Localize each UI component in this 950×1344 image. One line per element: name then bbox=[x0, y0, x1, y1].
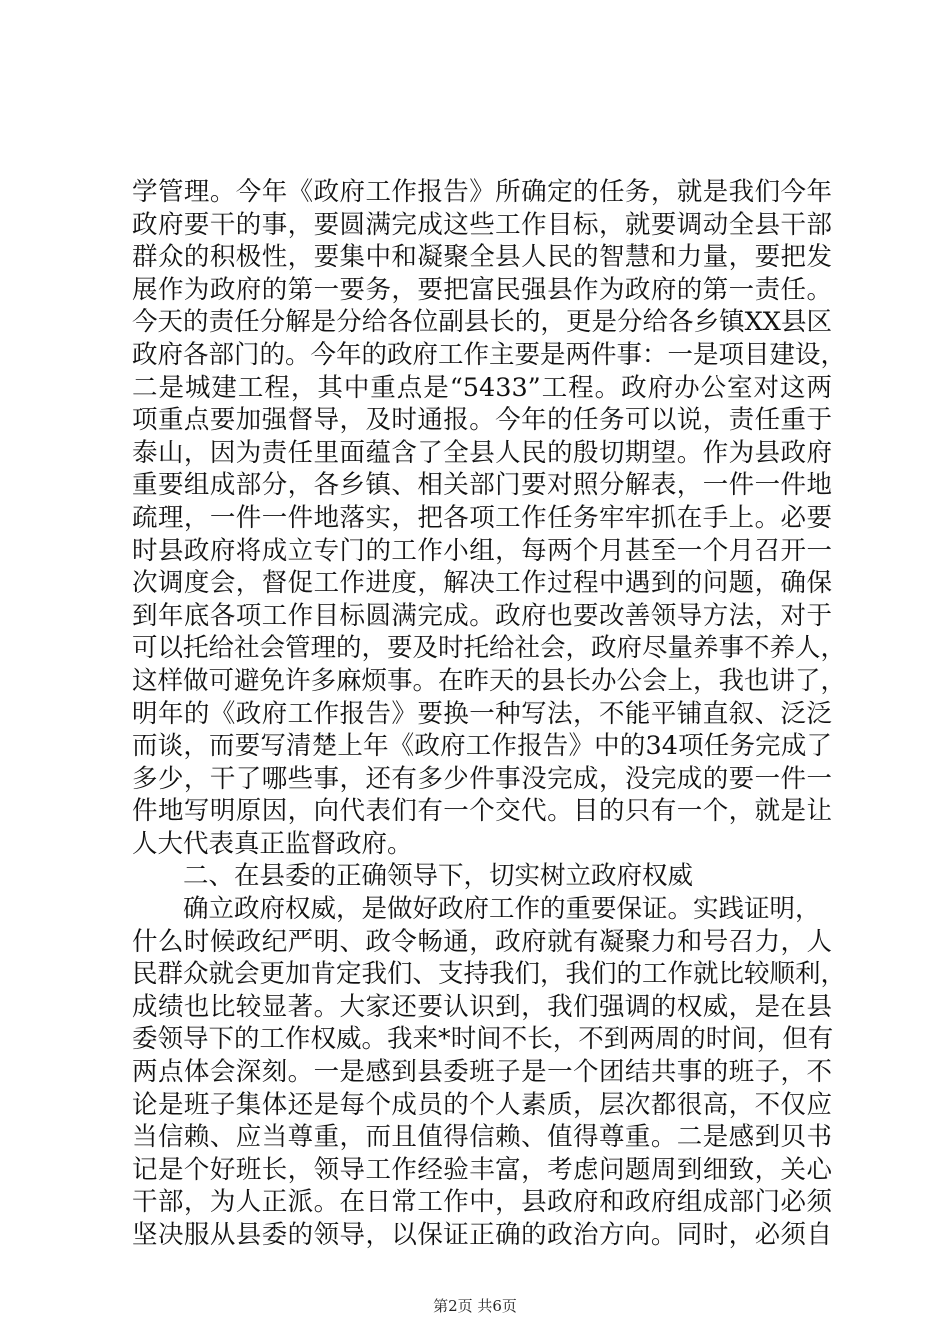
text-line: 可以托给社会管理的，要及时托给社会，政府尽量养事不养人， bbox=[132, 633, 847, 664]
text-line: 什么时候政纪严明、政令畅通，政府就有凝聚力和号召力，人 bbox=[132, 926, 832, 957]
text-line: 民群众就会更加肯定我们、支持我们，我们的工作就比较顺利， bbox=[132, 959, 847, 990]
text-line: 泰山，因为责任里面蕴含了全县人民的殷切期望。作为县政府 bbox=[132, 437, 832, 468]
text-line: 时县政府将成立专门的工作小组，每两个月甚至一个月召开一 bbox=[132, 535, 832, 566]
text-line: 政府各部门的。今年的政府工作主要是两件事：一是项目建设， bbox=[132, 339, 847, 370]
text-line: 而谈，而要写清楚上年《政府工作报告》中的34项任务完成了 bbox=[132, 731, 832, 762]
text-line: 疏理，一件一件地落实，把各项工作任务牢牢抓在手上。必要 bbox=[132, 502, 832, 533]
text-line: 干部，为人正派。在日常工作中，县政府和政府组成部门必须 bbox=[132, 1187, 832, 1218]
text-line: 项重点要加强督导，及时通报。今年的任务可以说，责任重于 bbox=[132, 405, 832, 436]
text-line: 学管理。今年《政府工作报告》所确定的任务，就是我们今年 bbox=[132, 177, 832, 207]
text-line: 展作为政府的第一要务，要把富民强县作为政府的第一责任。 bbox=[132, 274, 832, 305]
text-line: 今天的责任分解是分给各位副县长的，更是分给各乡镇XX县区 bbox=[132, 307, 832, 338]
text-line: 两点体会深刻。一是感到县委班子是一个团结共事的班子，不 bbox=[132, 1057, 832, 1088]
text-line: 政府要干的事，要圆满完成这些工作目标，就要调动全县干部 bbox=[132, 209, 832, 240]
section-heading: 二、在县委的正确领导下，切实树立政府权威 bbox=[183, 861, 694, 892]
text-line: 这样做可避免许多麻烦事。在昨天的县长办公会上，我也讲了， bbox=[132, 665, 847, 696]
page-number-footer: 第2页 共6页 bbox=[433, 1297, 517, 1315]
text-line: 委领导下的工作权威。我来*时间不长，不到两周的时间，但有 bbox=[132, 1024, 834, 1055]
text-line: 到年底各项工作目标圆满完成。政府也要改善领导方法，对于 bbox=[132, 600, 832, 631]
text-line: 论是班子集体还是每个成员的个人素质，层次都很高，不仅应 bbox=[132, 1089, 832, 1120]
text-line: 多少，干了哪些事，还有多少件事没完成，没完成的要一件一 bbox=[132, 763, 832, 794]
text-line: 当信赖、应当尊重，而且值得信赖、值得尊重。二是感到贝书 bbox=[132, 1122, 832, 1153]
text-line: 件地写明原因，向代表们有一个交代。目的只有一个，就是让 bbox=[132, 796, 832, 827]
text-line: 明年的《政府工作报告》要换一种写法，不能平铺直叙、泛泛 bbox=[132, 698, 832, 729]
paragraph-first-line: 确立政府权威，是做好政府工作的重要保证。实践证明， bbox=[183, 894, 821, 925]
text-line: 坚决服从县委的领导，以保证正确的政治方向。同时，必须自 bbox=[132, 1220, 832, 1250]
text-line: 人大代表真正监督政府。 bbox=[132, 828, 413, 859]
text-line: 次调度会，督促工作进度，解决工作过程中遇到的问题，确保 bbox=[132, 568, 832, 599]
text-line: 成绩也比较显著。大家还要认识到，我们强调的权威，是在县 bbox=[132, 991, 832, 1022]
text-line: 重要组成部分，各乡镇、相关部门要对照分解表，一件一件地 bbox=[132, 470, 832, 501]
text-line: 二是城建工程，其中重点是“5433”工程。政府办公室对这两 bbox=[132, 372, 832, 403]
text-line: 记是个好班长，领导工作经验丰富，考虑问题周到细致，关心 bbox=[132, 1154, 832, 1185]
document-body bbox=[132, 176, 847, 1252]
text-line: 群众的积极性，要集中和凝聚全县人民的智慧和力量，要把发 bbox=[132, 242, 832, 273]
